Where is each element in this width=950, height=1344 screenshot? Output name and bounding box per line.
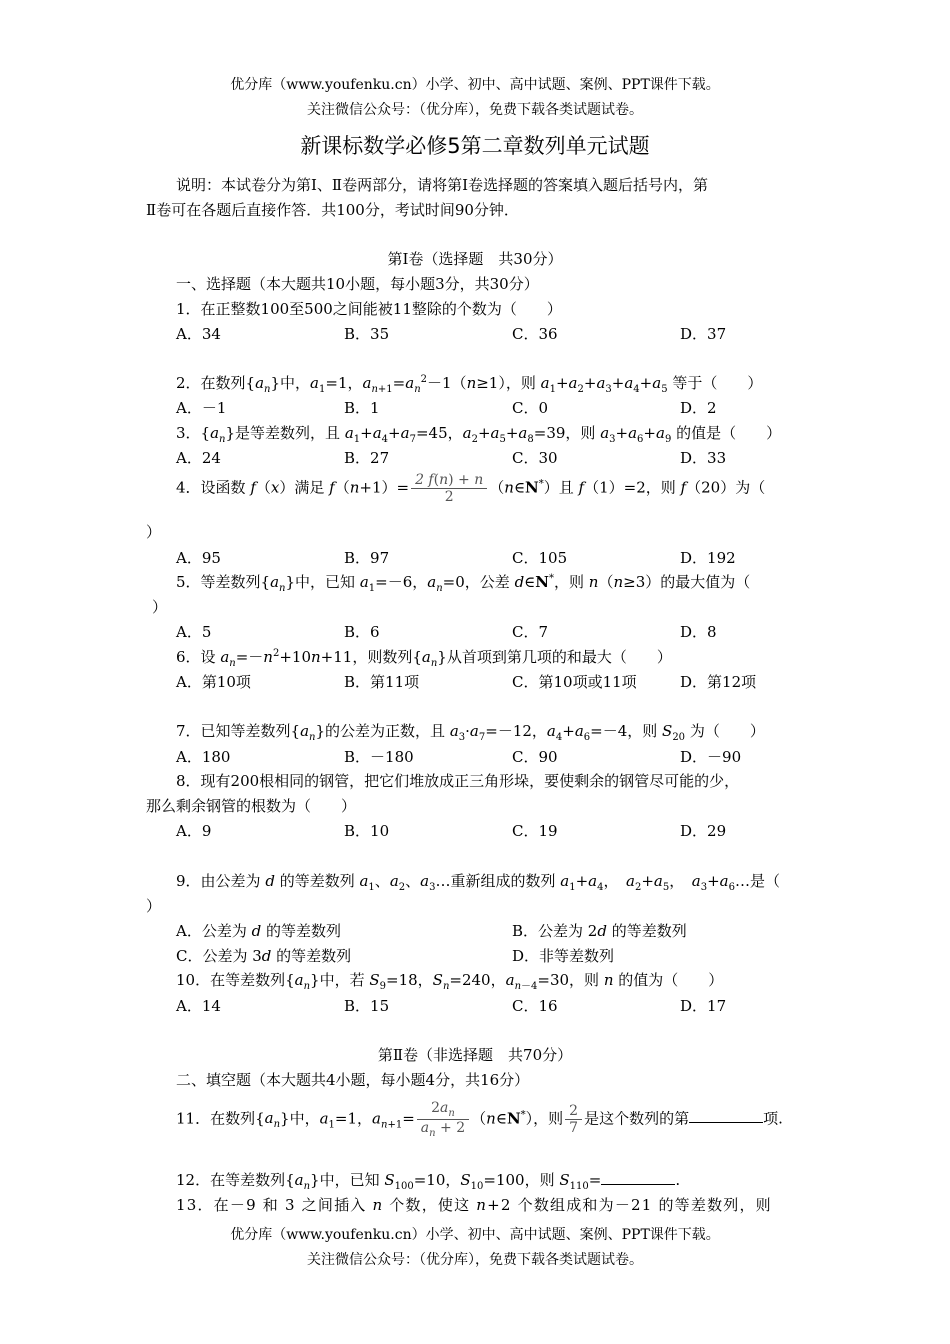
q3-option-d: D．33 — [680, 449, 727, 467]
q4-stem: 4．设函数 f（x）满足 f（n+1）= $\frac{2 f(n) + n}{2}$ （n∈N*）且 f（1）=2，则 f（20）为（ — [176, 472, 766, 505]
q2-option-d: D．2 — [680, 399, 717, 417]
q3-option-a: A．24 — [176, 449, 221, 467]
q3-option-b: B．27 — [344, 449, 390, 467]
q10-option-a: A．14 — [176, 997, 221, 1015]
q4-option-a: A．95 — [176, 549, 221, 567]
part2-section: 二、填空题（本大题共4小题，每小题4分，共16分） — [176, 1071, 530, 1089]
q5-stem-end: ） — [152, 598, 168, 616]
header-line-1: 优分库（www.youfenku.cn）小学、初中、高中试题、案例、PPT课件下载。 — [230, 77, 720, 93]
q11-fraction: $\frac{2a_n}{a_n + 2}$ — [417, 1100, 469, 1139]
q8-option-b: B．10 — [344, 822, 390, 840]
q9-option-a: A．公差为 d 的等差数列 — [176, 922, 341, 940]
q12-answer-blank[interactable] — [601, 1170, 675, 1185]
q1-stem: 1．在正整数100至500之间能被11整除的个数为（ ） — [176, 300, 562, 318]
q9-stem: 9．由公差为 d 的等差数列 $a_1$、$a_2$、$a_3\dots$重新组成的数列 $a_1+a_4$， $a_2+a_5$， $a_3+a_6\dots$是（ — [176, 872, 781, 893]
q11-stem: 11．在数列$\{a_n\}$中，$a_1=1$，$a_{n+1}=$ $\frac{2a_n}{a_n + 2}$ （n∈N*），则 $\frac{2}{7}$ 是这个数列的第 项. — [176, 1100, 783, 1139]
q2-stem: 2．在数列$\{a_n\}$中，$a_1=1$，$a_{n+1}=a_n^2-1(n\ge 1)$，则 $a_1+a_2+a_3+a_4+a_5$ 等于（ ） — [176, 374, 763, 395]
q2-option-c: C．0 — [512, 399, 549, 417]
q6-option-b: B．第11项 — [344, 673, 420, 691]
part1-section: 一、选择题（本大题共10小题，每小题3分，共30分） — [176, 275, 539, 293]
q2-option-b: B．1 — [344, 399, 380, 417]
q4-option-b: B．97 — [344, 549, 390, 567]
q4-fraction: $\frac{2 f(n) + n}{2}$ — [411, 472, 487, 505]
q6-stem: 6．设 $a_n=-n^2+10n+11$，则数列$\{a_n\}$从首项到第几项的和最大（ ） — [176, 648, 672, 669]
q1-option-c: C．36 — [512, 325, 558, 343]
footer-line-1: 优分库（www.youfenku.cn）小学、初中、高中试题、案例、PPT课件下载。 — [230, 1227, 720, 1243]
q3-stem: 3．$\{a_n\}$是等差数列，且 $a_1+a_4+a_7=45$，$a_2+a_5+a_8=39$，则 $a_3+a_6+a_9$ 的值是（ ） — [176, 424, 782, 445]
q8-stem-line-1: 8．现有200根相同的钢管，把它们堆放成正三角形垛，要使剩余的钢管尽可能的少， — [176, 772, 740, 790]
q10-stem: 10．在等差数列$\{a_n\}$中，若 $S_9=18$，$S_n=240$，$a_{n-4}=30$，则 n 的值为（ ） — [176, 971, 724, 992]
q1-option-a: A．34 — [176, 325, 221, 343]
q3-option-c: C．30 — [512, 449, 558, 467]
q5-option-a: A．5 — [176, 623, 212, 641]
q8-option-c: C．19 — [512, 822, 558, 840]
q11-fraction-2-7: $\frac{2}{7}$ — [565, 1103, 582, 1136]
q6-option-c: C．第10项或11项 — [512, 673, 637, 691]
q7-option-a: A．180 — [176, 748, 231, 766]
q9-stem-end: ） — [146, 897, 162, 915]
q2-option-a: A．－1 — [176, 399, 227, 417]
page-title: 新课标数学必修5第二章数列单元试题 — [300, 134, 650, 158]
q13-stem: 13．在－9 和 3 之间插入 n 个数，使这 n+2 个数组成和为－21 的等差数列，则 — [176, 1196, 772, 1214]
part2-heading: 第Ⅱ卷（非选择题 共70分） — [377, 1046, 573, 1064]
q5-stem: 5．等差数列$\{a_n\}$中，已知 $a_1=-6$，$a_n=0$，公差 d∈N*，则 n（n≥3）的最大值为（ — [176, 573, 751, 594]
q9-option-c: C．公差为 3d 的等差数列 — [176, 947, 352, 965]
q11-answer-blank[interactable] — [689, 1108, 763, 1123]
q1-option-b: B．35 — [344, 325, 390, 343]
q4-stem-end: ） — [146, 523, 162, 541]
instructions-line-2: Ⅱ卷可在各题后直接作答．共100分，考试时间90分钟． — [146, 201, 519, 219]
q10-option-b: B．15 — [344, 997, 390, 1015]
q4-option-c: C．105 — [512, 549, 568, 567]
q8-option-d: D．29 — [680, 822, 727, 840]
footer-line-2: 关注微信公众号：（优分库），免费下载各类试题试卷。 — [307, 1252, 643, 1268]
q5-option-c: C．7 — [512, 623, 549, 641]
q7-option-b: B．－180 — [344, 748, 414, 766]
q5-option-d: D．8 — [680, 623, 717, 641]
q10-option-c: C．16 — [512, 997, 558, 1015]
q7-option-d: D．－90 — [680, 748, 742, 766]
q6-option-a: A．第10项 — [176, 673, 251, 691]
q1-option-d: D．37 — [680, 325, 727, 343]
q8-stem-line-2: 那么剩余钢管的根数为（ ） — [146, 797, 357, 815]
q7-option-c: C．90 — [512, 748, 558, 766]
q9-option-b: B．公差为 2d 的等差数列 — [512, 922, 687, 940]
q8-option-a: A．9 — [176, 822, 212, 840]
part1-heading: 第Ⅰ卷（选择题 共30分） — [387, 250, 563, 268]
q12-stem: 12．在等差数列$\{a_n\}$中，已知 $S_{100}=10$，$S_{10}=100$，则 $S_{110}=$ . — [176, 1171, 681, 1192]
header-line-2: 关注微信公众号：（优分库），免费下载各类试题试卷。 — [307, 102, 643, 118]
instructions-line-1: 说明：本试卷分为第Ⅰ、Ⅱ卷两部分，请将第Ⅰ卷选择题的答案填入题后括号内，第 — [176, 176, 709, 194]
q5-option-b: B．6 — [344, 623, 380, 641]
q4-option-d: D．192 — [680, 549, 736, 567]
q9-option-d: D．非等差数列 — [512, 947, 615, 965]
q6-option-d: D．第12项 — [680, 673, 757, 691]
q10-option-d: D．17 — [680, 997, 727, 1015]
q7-stem: 7．已知等差数列$\{a_n\}$的公差为正数，且 $a_3\cdot a_7=-12$，$a_4+a_6=-4$，则 $S_{20}$ 为（ ） — [176, 722, 765, 743]
